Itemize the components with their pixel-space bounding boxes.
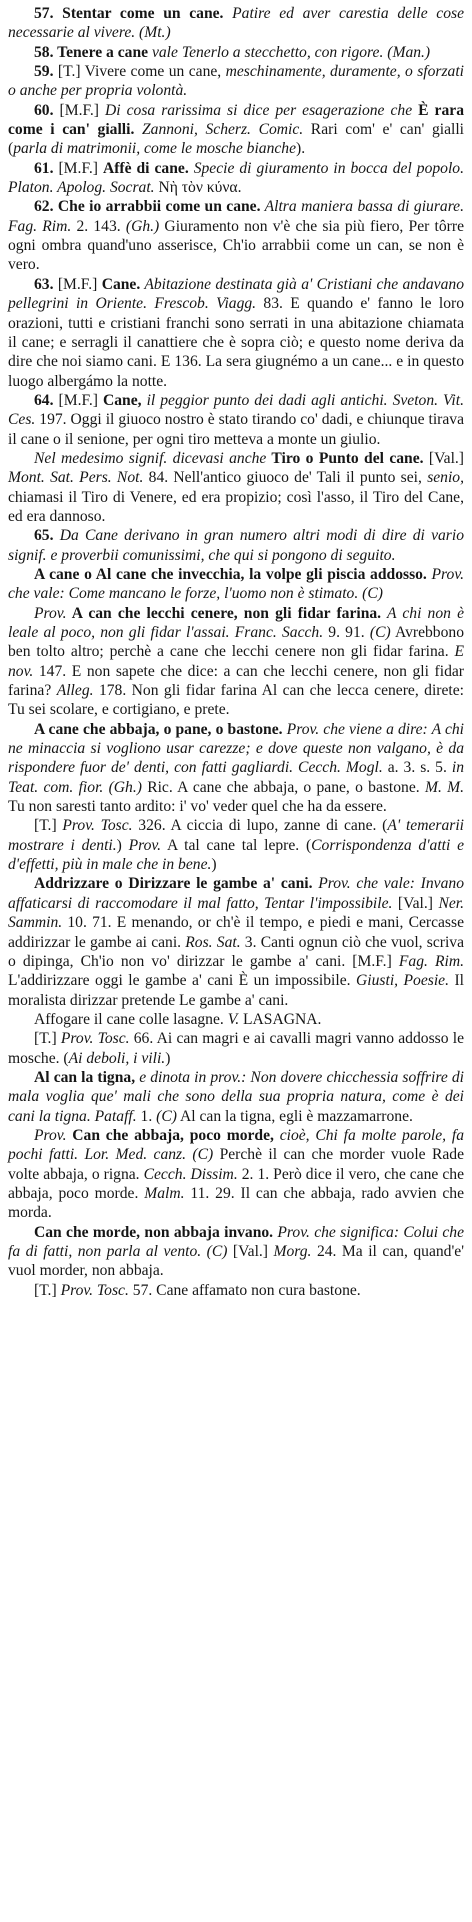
entry-text: [M.F.] <box>53 391 103 409</box>
entry-text: 2. 143. <box>71 217 126 235</box>
entry-text: Tu non saresti tanto ardito: i' vo' veder quel che ha da essere. <box>8 798 387 816</box>
entry-text: [Val.] <box>423 449 464 467</box>
entry-italic-text: Specie di giuramento in bocca del popolo. Platon. Apolog. Socrat. <box>8 159 464 197</box>
entry-italic-text: Patire ed aver carestia delle cose necessarie al vivere. (Mt.) <box>8 5 465 42</box>
entry-headword: Al can la tigna, <box>34 1068 136 1086</box>
entry-text: Il moralista dirizzar pretende Le gambe a' cani. <box>8 972 464 1009</box>
entry-paragraph <box>8 43 464 62</box>
entry-headword: 63. <box>34 275 54 293</box>
entry-italic-text: Alleg. <box>56 682 94 700</box>
entry-italic-text: A' temerarii mostrare i denti. <box>8 817 465 854</box>
entry-text: [T.] <box>34 817 63 835</box>
entry-paragraph <box>8 526 464 565</box>
entry-paragraph <box>8 1281 464 1300</box>
entry-italic-text: (C) <box>369 624 391 641</box>
entry-italic-text: (Gh.) <box>125 217 160 235</box>
entry-text: [M.F.] <box>53 101 105 119</box>
entry-headword: Addrizzare o Dirizzare le gambe a' cani. <box>34 875 313 893</box>
entry-text: [Val.] <box>392 894 439 912</box>
entry-text: L'addirizzare oggi le gambe a' cani È un impossibile. <box>8 972 357 990</box>
entry-paragraph <box>8 449 464 526</box>
entry-text: 83. E quando e' fanno le loro orazioni, tutti e cristiani franchi sono serrati in una abitazione chiamata il cane; e serragli il canattiere che è sopra ciò; e questo nome deriva da dire che noi siamo cani. E 136. La sera giugnémo a un cane... e in questo luogo albergámo la notte. <box>8 295 465 390</box>
entry-italic-text: Cecch. Dissim. <box>143 1165 238 1183</box>
entry-headword: Tiro o Punto del cane. <box>266 449 424 467</box>
entry-headword: Cane, <box>103 391 142 409</box>
entry-paragraph <box>8 816 464 874</box>
entry-paragraph <box>8 391 464 449</box>
entry-paragraph <box>8 159 464 198</box>
entry-italic-text: Ai deboli, i vili. <box>68 1049 166 1067</box>
entry-text: 66. Ai can magri e ai cavalli magri vanno addosso le mosche. ( <box>8 1030 464 1067</box>
entry-italic-text: M. M. <box>424 778 464 796</box>
entry-text: 197. Oggi il giuoco nostro è stato tirando co' dadi, e chiunque tirava il cane o il senione, per ogni tiro metteva a monte un giulio. <box>8 411 464 448</box>
entry-text: Avrebbono ben tolto altro; perchè a cane che lecchi cenere non gli fidar farina. <box>8 624 464 661</box>
entry-italic-text: A chi non è leale al poco, non gli fidar l'assai. Franc. Sacch. <box>8 604 464 641</box>
entry-headword: Can che abbaja, poco morde, <box>66 1126 274 1144</box>
entry-text: ). <box>296 140 306 158</box>
entry-headword: 62. Che io arrabbii come un cane. <box>34 198 261 216</box>
entry-headword: A cane o Al cane che invecchia, la volpe gli piscia addosso. <box>34 565 427 583</box>
entry-italic-text: (C) <box>156 1107 177 1125</box>
entry-text: 9. 91. <box>323 624 370 641</box>
entry-italic-text: vale Tenerlo a stecchetto, con rigore. (Man.) <box>148 43 431 61</box>
entry-italic-text: Malm. <box>144 1184 185 1202</box>
entry-paragraph <box>8 1010 464 1029</box>
entry-italic-text: (C) <box>192 1146 214 1164</box>
entry-text: 3. Canti ognun ciò che vuol, scriva o dipinga, Ch'io non vo' dirizzar le gambe a' cani. [M.F.] <box>8 933 465 970</box>
entry-italic-text: Corrispondenza d'atti e d'effetti, più in male che in bene. <box>8 836 464 874</box>
entry-headword: 58. Tenere a cane <box>34 43 149 61</box>
entry-headword: 57. Stentar come un cane. <box>34 5 224 22</box>
entry-paragraph <box>8 1068 464 1126</box>
entry-italic-text: Ros. Sat. <box>185 933 241 951</box>
entry-text: Rari com' e' can' gialli ( <box>8 121 464 158</box>
entry-text: [T.] <box>34 1030 61 1048</box>
entry-italic-text: parla di matrimonii, come le mosche bianche <box>13 140 297 158</box>
entry-text: a. 3. s. 5. <box>382 759 452 777</box>
entry-headword: A can che lecchi cenere, non gli fidar farina. <box>66 604 382 622</box>
entry-italic-text: Ner. Sammin. <box>8 894 464 932</box>
entry-italic-text: Mont. Sat. Pers. Not. <box>8 469 144 487</box>
entry-italic-text: Altra maniera bassa di giurare. Fag. Rim. <box>8 198 464 235</box>
entry-italic-text: Fag. Rim. <box>398 952 464 970</box>
entry-text: Al can la tigna, egli è mazzamarrone. <box>176 1107 413 1125</box>
entry-text: [M.F.] <box>53 159 103 177</box>
entry-text: 57. Cane affamato non cura bastone. <box>128 1281 361 1299</box>
entry-text: Giuramento non v'è che sia più fiero, Per tôrre ogni ombra quand'uno asserisce, Ch'io arrabbii come un can, se non è vero. <box>8 217 464 274</box>
entry-paragraph <box>8 101 464 159</box>
entry-headword: 61. <box>34 159 54 177</box>
entry-text: 2. 1. Però dice il vero, che cane che abbaja, poco morde. <box>8 1165 464 1202</box>
entry-paragraph <box>8 275 464 391</box>
entry-italic-text: Nel medesimo signif. dicevasi anche <box>34 449 267 467</box>
entry-paragraph <box>8 4 464 43</box>
entry-italic-text: Prov. <box>128 836 162 854</box>
entry-text: [M.F.] <box>53 275 102 293</box>
entry-text: ) <box>211 856 217 874</box>
entry-italic-text: Prov. <box>34 604 67 622</box>
entry-text: ) <box>116 836 129 854</box>
entry-text: Perchè il can che morder vuole Rade volte abbaja, o rigna. <box>8 1146 464 1183</box>
entry-headword: Affè di cane. <box>102 159 189 177</box>
entry-text: 326. A ciccia di lupo, zanne di cane. ( <box>132 817 388 835</box>
entry-text: [T.] <box>34 1281 61 1299</box>
entry-italic-text: Prov. che vale: Come mancano le forze, l'uomo non è stimato. (C) <box>8 565 464 603</box>
entry-italic-text: Da Cane derivano in gran numero altri modi di dire di vario signif. e proverbii comunissimi, che qui si pongono di seguito. <box>8 527 464 564</box>
entry-text: [Val.] <box>227 1243 274 1260</box>
entry-text: Ric. A cane che abbaja, o pane, o bastone. <box>141 778 425 796</box>
entry-italic-text: Prov. che vale: Invano affaticarsi di raccomodare il mal fatto, Tentar l'impossibile. <box>8 875 464 912</box>
entry-text: chiamasi il Tiro di Venere, ed era propizio; così l'asso, il Tiro del Cane, ed era dannoso. <box>8 488 464 525</box>
entry-text: A tal cane tal lepre. ( <box>161 836 312 854</box>
entry-text: 84. Nell'antico giuoco de' Tali il punto sei, <box>143 469 428 487</box>
entry-text: Affogare il cane colle lasagne. <box>34 1010 228 1028</box>
entry-paragraph <box>8 62 464 101</box>
entry-italic-text: senio, <box>427 469 465 487</box>
entry-italic-text: V. <box>227 1010 240 1028</box>
entry-paragraph <box>8 1223 464 1281</box>
entry-headword: È rara come i can' gialli. <box>8 101 464 139</box>
entry-italic-text: Prov. Tosc. <box>60 1030 130 1048</box>
entry-italic-text: Zannoni, Scherz. Comic. <box>134 121 304 139</box>
entry-text: [T.] Vivere come un cane, <box>53 63 226 81</box>
entry-text: 147. E non sapete che dice: a can che lecchi cenere, non gli fidar farina? <box>8 662 464 700</box>
entry-italic-text: Prov. che viene a dire: A chi ne minaccia si vogliono usar carezze; e dove queste non valgano, è da rispondere fuor de' denti, con fatti gagliardi. Cecch. Mogl. <box>8 720 465 777</box>
entry-italic-text: Giusti, Poesie. <box>356 972 449 990</box>
entry-italic-text: Di cosa rarissima si dice per esagerazione che <box>105 101 419 119</box>
entry-text: LASAGNA. <box>239 1010 322 1028</box>
entry-headword: Cane. <box>101 275 141 293</box>
entry-paragraph <box>8 1126 464 1223</box>
entry-paragraph <box>8 604 464 720</box>
entry-italic-text: Abitazione destinata già a' Cristiani che andavano pellegrini in Oriente. Frescob. Viagg. <box>8 275 464 313</box>
entry-italic-text: Prov. Tosc. <box>62 817 133 835</box>
entry-italic-text: e dinota in prov.: Non dovere chicchessia soffrire di mala voglia que' mali che sono della sua propria natura, come è dei cani la tigna. Pataff. <box>8 1068 464 1125</box>
entry-italic-text: Prov. <box>34 1126 67 1144</box>
entry-text: ) <box>165 1049 171 1067</box>
entry-headword: 64. <box>34 391 54 409</box>
entry-headword: Can che morde, non abbaja invano. <box>34 1223 274 1241</box>
entry-headword: 65. <box>34 527 54 545</box>
entry-italic-text: Prov. che significa: Colui che fa di fatti, non parla al vento. (C) <box>8 1223 464 1260</box>
entry-paragraph <box>8 197 464 274</box>
entry-italic-text: in Teat. com. fior. (Gh.) <box>8 759 465 796</box>
entry-headword: 59. <box>34 63 54 81</box>
entry-italic-text: E nov. <box>8 643 464 680</box>
entry-paragraph <box>8 565 464 604</box>
entry-text: 11. 29. Il can che abbaja, rado avvien che morda. <box>8 1184 464 1222</box>
entry-italic-text: meschinamente, duramente, o sforzati o anche per propria volontà. <box>8 63 465 100</box>
entry-paragraph <box>8 1029 464 1068</box>
entry-text: 178. Non gli fidar farina Al can che lecca cenere, direte: Tu sei scolare, e cortigiano, e prete. <box>8 682 464 719</box>
entry-paragraph <box>8 720 464 817</box>
entry-headword: A cane che abbaja, o pane, o bastone. <box>34 720 283 738</box>
entry-italic-text: Prov. Tosc. <box>60 1281 129 1299</box>
entry-italic-text: Morg. <box>273 1243 312 1260</box>
entry-headword: 60. <box>34 101 54 119</box>
entry-italic-text: il peggior punto dei dadi agli antichi. Sveton. Vit. Ces. <box>8 391 464 429</box>
entry-text: 24. Ma il can, quand'e' vuol morder, non abbaja. <box>8 1243 465 1280</box>
entry-text: 10. 71. E menando, or ch'è il tempo, e piedi e mani, Cercasse addirizzar le gambe ai cani. <box>8 914 464 951</box>
entry-paragraph <box>8 874 464 1009</box>
entry-text: Νὴ τὸν κύνα. <box>154 179 242 197</box>
entry-text: 1. <box>136 1107 157 1125</box>
entry-italic-text: cioè, Chi fa molte parole, fa pochi fatti. Lor. Med. canz. <box>8 1126 464 1164</box>
